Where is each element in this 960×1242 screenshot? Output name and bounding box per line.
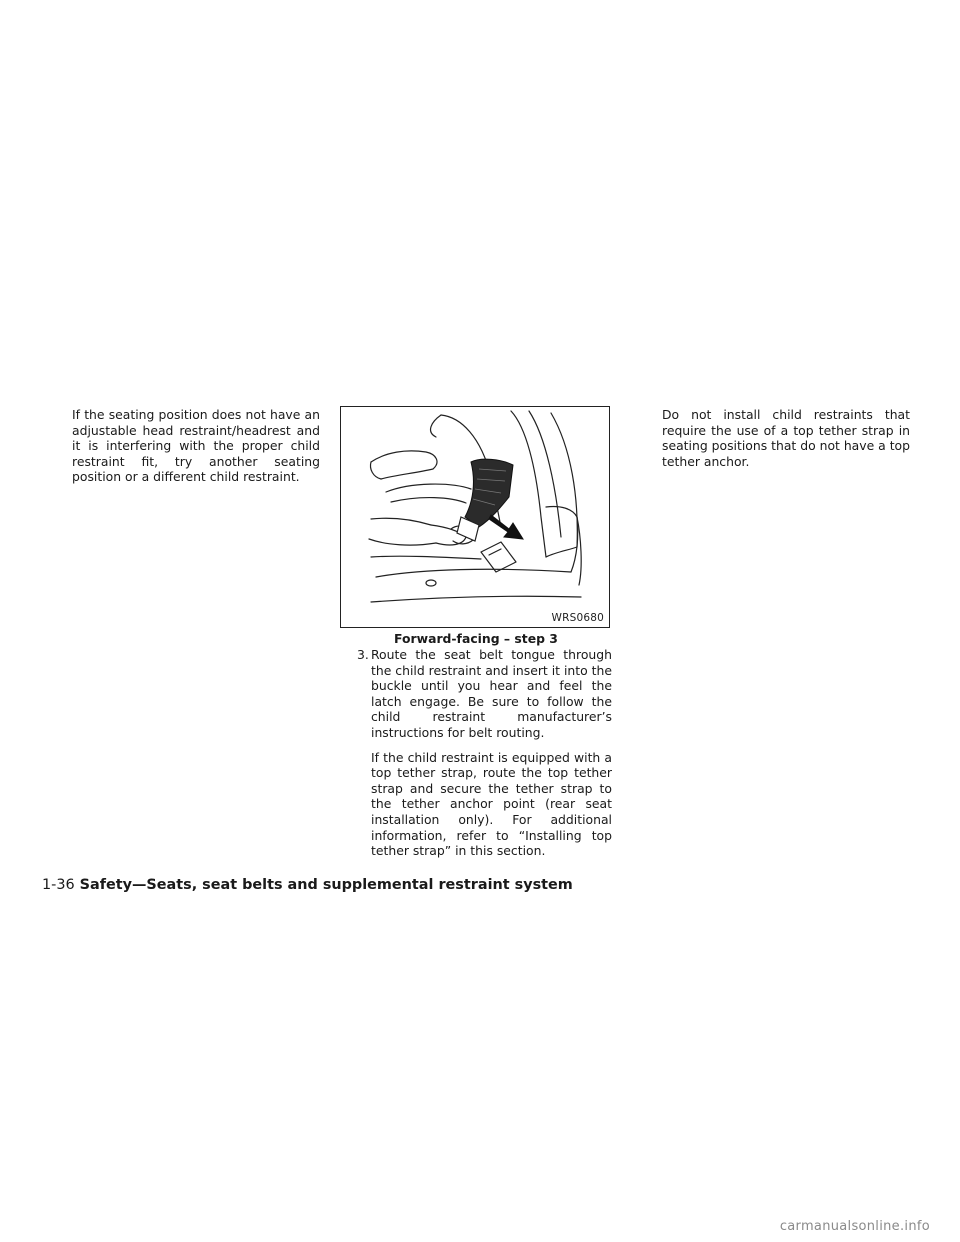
seat-belt-illustration <box>340 406 610 628</box>
section-title: Safety—Seats, seat belts and supplemental restraint system <box>79 877 573 893</box>
step-text: Route the seat belt tongue through the child restraint and insert it into the buckle until you hear and feel the latch engage. Be sure to follow the child restraint manufacturer’s instructions for belt routing. <box>371 647 612 740</box>
figure-caption: Forward-facing – step 3 <box>394 631 558 646</box>
page-number: 1-36 <box>42 877 75 893</box>
forward-facing-step3-drawing <box>341 407 610 628</box>
step-note: If the child restraint is equipped with a top tether strap, route the top tether strap and secure the tether strap to the tether anchor point (rear seat installation only). For additional information, refer to “Installing top tether strap” in this section. <box>371 749 612 859</box>
page-footer <box>42 877 573 893</box>
intro-paragraph: If the seating position does not have an adjustable head restraint/headrest and it is interfering with the proper child restraint fit, try another seating position or a different child restraint. <box>72 407 320 485</box>
step-number: 3. <box>357 647 369 662</box>
step-3 <box>340 647 612 859</box>
watermark: carmanualsonline.info <box>779 1219 930 1234</box>
figure-code: WRS0680 <box>551 612 604 624</box>
tether-warning-paragraph: Do not install child restraints that require the use of a top tether strap in seating positions that do not have a top tether anchor. <box>662 407 910 469</box>
